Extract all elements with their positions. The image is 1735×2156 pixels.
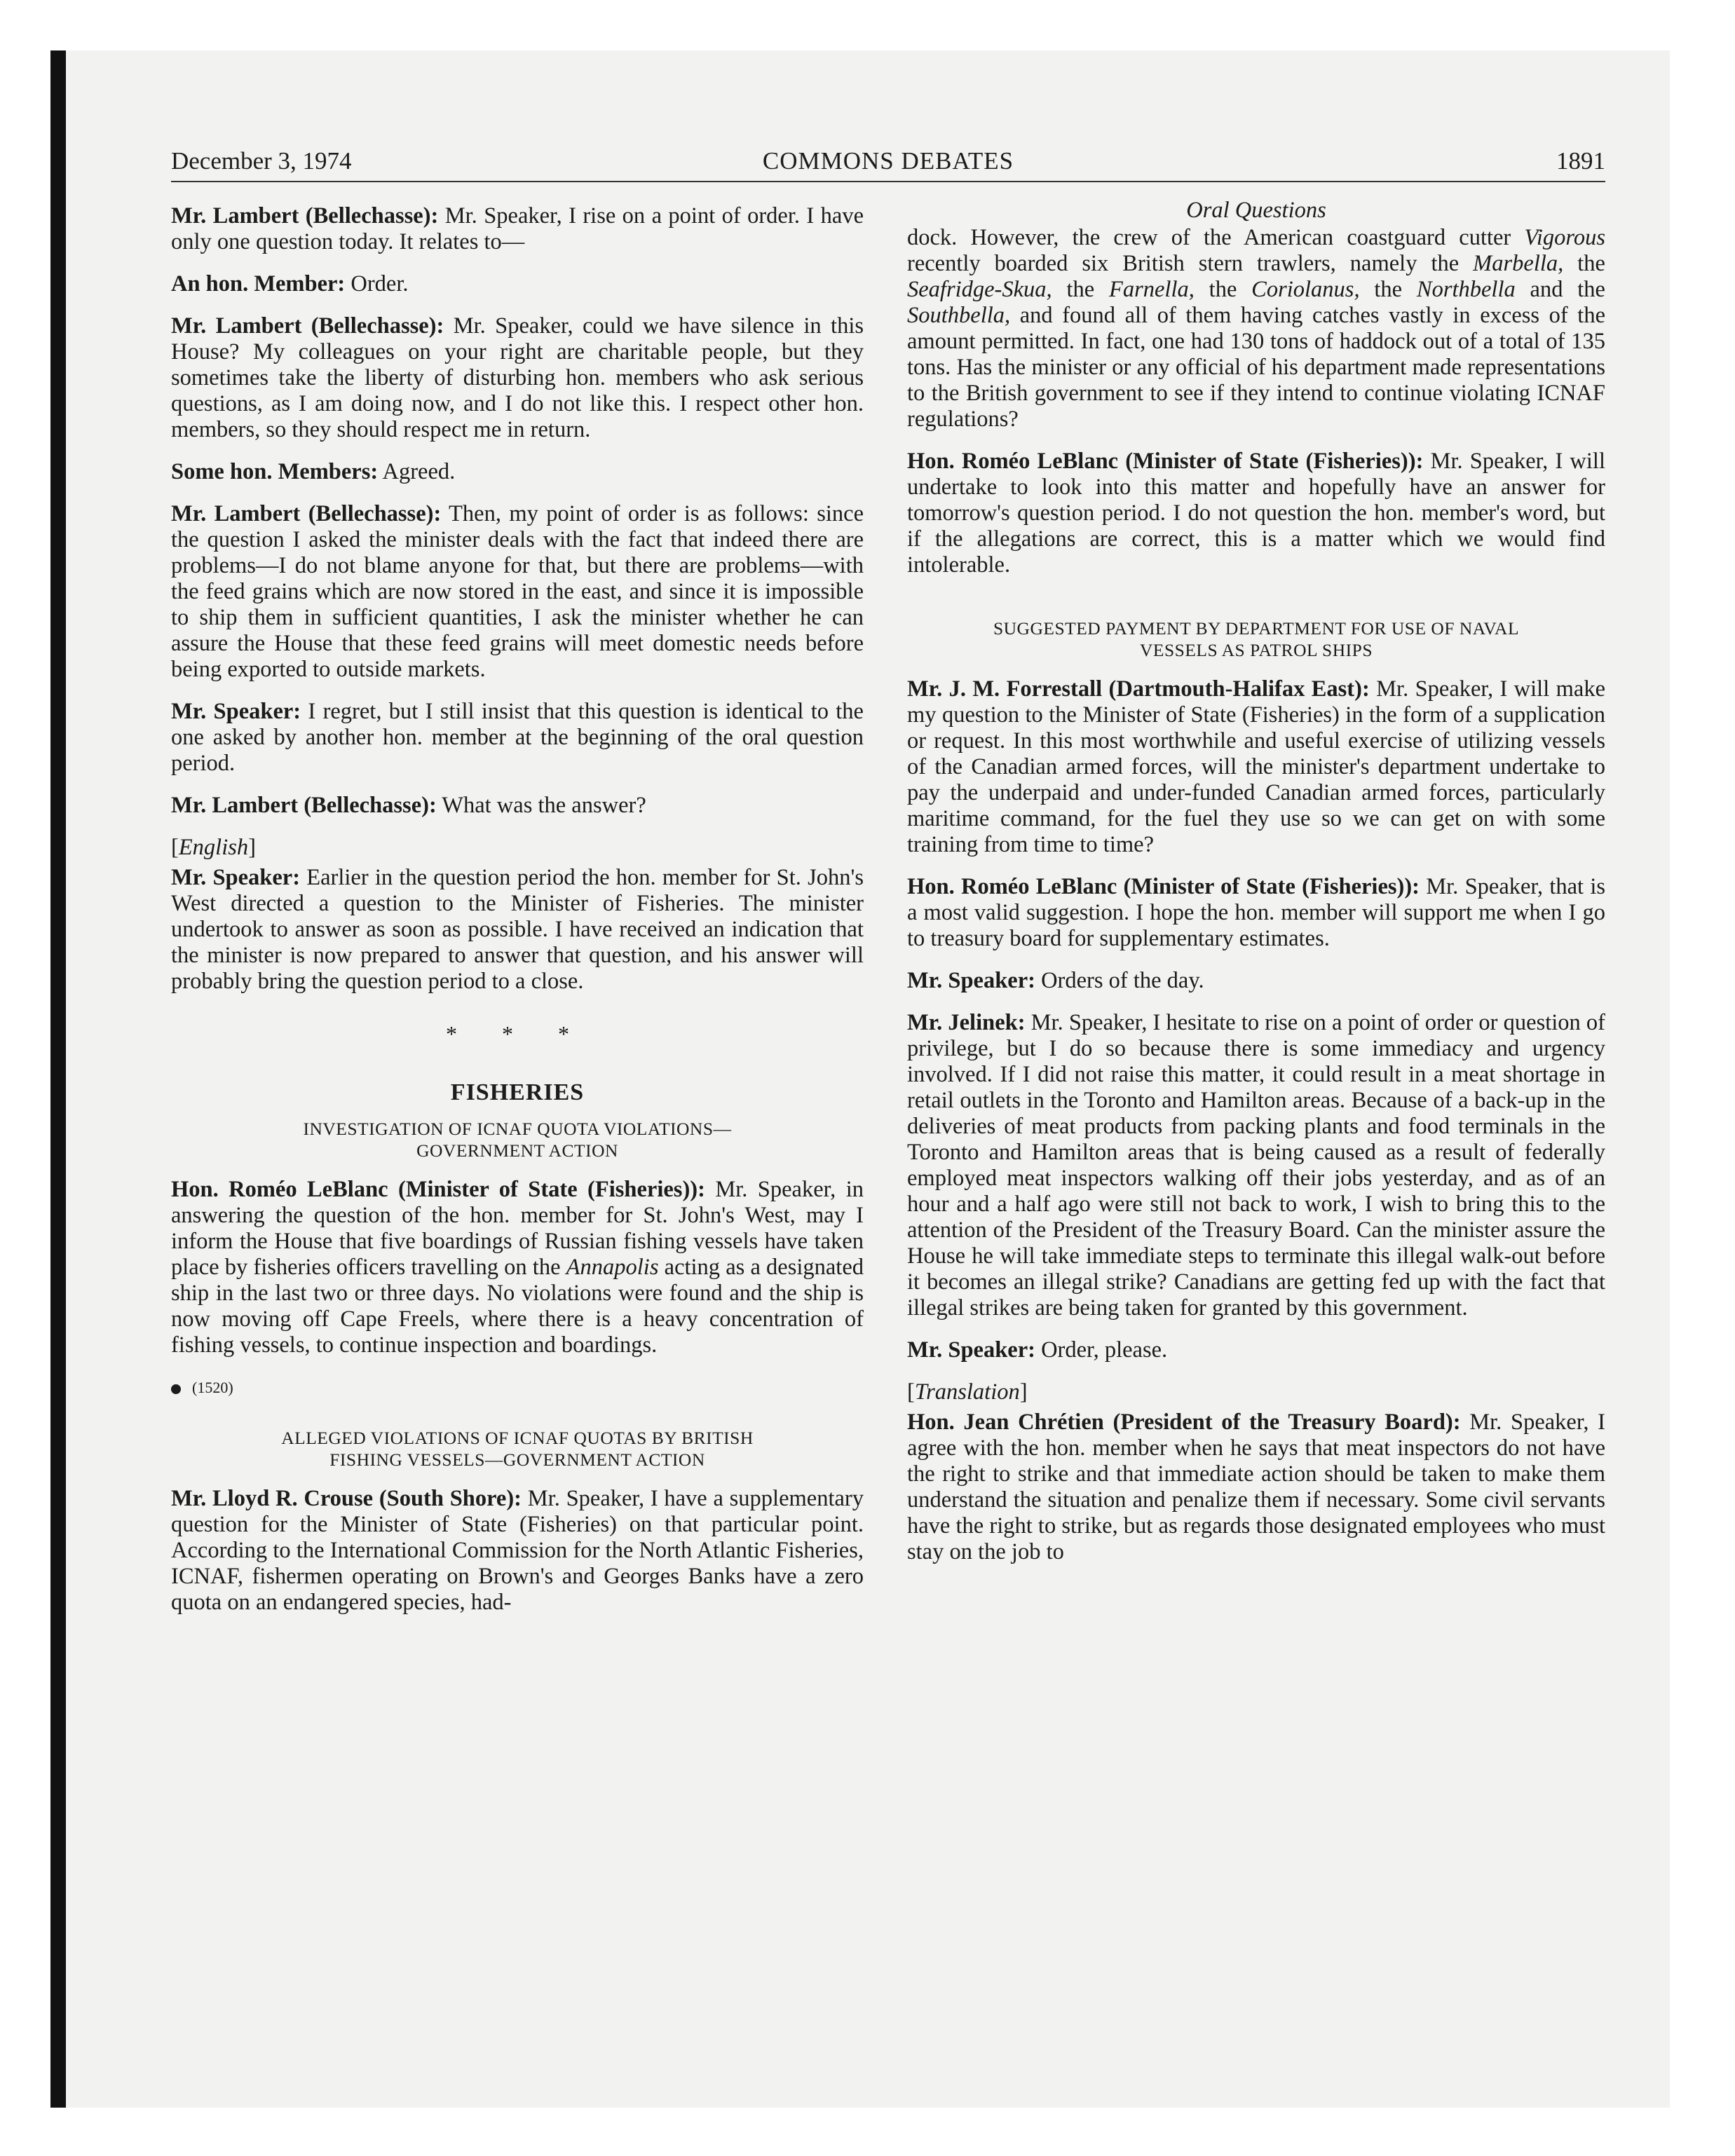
speaker-name: Mr. J. M. Forrestall (Dartmouth-Halifax East):: [907, 676, 1370, 702]
bullet-icon: [171, 1384, 181, 1394]
subheading-line: SUGGESTED PAYMENT BY DEPARTMENT FOR USE OF NAVAL: [993, 618, 1520, 639]
subheading-line: FISHING VESSELS—GOVERNMENT ACTION: [329, 1449, 705, 1470]
speaker-name: Mr. Speaker:: [171, 699, 301, 724]
paragraph: [907, 1010, 1605, 1321]
paragraph-text: the: [1052, 277, 1109, 302]
paragraph: [171, 793, 864, 819]
paragraph-text: Orders of the day.: [1035, 968, 1204, 993]
speaker-name: An hon. Member:: [171, 271, 346, 296]
speaker-name: Mr. Speaker:: [907, 1337, 1035, 1363]
language-note: [Translation]: [907, 1379, 1028, 1405]
subheading: [171, 1118, 864, 1161]
paragraph-text: Mr. Speaker, that is a most valid suggestion. I hope the hon. member will support me when I go to treasury board for supplementary estimates.: [907, 874, 1605, 951]
speaker-name: Hon. Roméo LeBlanc (Minister of State (Fisheries)):: [907, 874, 1420, 899]
paragraph-text: acting as a designated ship in the last two or three days. No violations were found and the ship is now moving off Cape Freels, where there is a heavy concentration of fishing vessels, to continue inspection and boardings.: [171, 1255, 864, 1358]
paragraph-text: and the: [1515, 277, 1605, 302]
paragraph-text: the: [1563, 251, 1605, 276]
paragraph: [171, 865, 864, 995]
speaker-name: Mr. Lambert (Bellechasse):: [171, 203, 439, 228]
paragraph-text: and found all of them having catches vastly in excess of the amount permitted. In fact, one had 130 tons of haddock out of a total of 135 tons. Has the minister or any official of his department made representations to the British government to see if they intend to continue violating ICNAF regulations?: [907, 303, 1605, 432]
speaker-name: Mr. Speaker:: [171, 865, 301, 890]
paragraph: [907, 676, 1605, 858]
paragraph-text: Mr. Speaker, I will undertake to look into this matter and hopefully have an answer for tomorrow's question period. I do not question the hon. member's word, but if the allegations are correct, this is a matter which we would find intolerable.: [907, 449, 1605, 578]
paragraph-text: Then, my point of order is as follows: since the question I asked the minister deals with the fact that indeed there are problems—I do not blame anyone for that, but there are problems—with the feed grains which are now stored in the east, and since it is impossible to ship them in sufficient quantities, I ask the minister whether he can assure the House that these feed grains will meet domestic needs before being exported to outside markets.: [171, 501, 864, 682]
paragraph: [171, 699, 864, 777]
paragraph-text: Mr. Speaker, I will make my question to the Minister of State (Fisheries) in the form of a supplication or request. In this most worthwhile and useful exercise of utilizing vessels of the Canadian armed forces, will the minister's department undertake to pay the underpaid and under-funded Canadian armed forces, particularly maritime command, for the fuel they use so we can get on with some training from time to time?: [907, 676, 1605, 857]
paragraph: [171, 1486, 864, 1616]
ship-name: Annapolis: [566, 1255, 659, 1280]
paragraph-text: Mr. Speaker, I have a supplementary question for the Minister of State (Fisheries) on that particular point. According to the International Commission for the North Atlantic Fisheries, ICNAF, fishermen operating on Brown's and Georges Banks have a zero quota on an endangered species, had-: [171, 1486, 864, 1615]
timestamp-text: (1520): [192, 1379, 233, 1396]
speaker-name: Some hon. Members:: [171, 459, 379, 484]
left-column: [171, 203, 864, 1632]
language-note-text: English: [178, 835, 249, 860]
speaker-name: Mr. Lambert (Bellechasse):: [171, 793, 437, 818]
ship-name: Southbella,: [907, 303, 1011, 328]
paragraph-text: Agreed.: [378, 459, 456, 484]
paragraph-text: Order.: [345, 271, 409, 296]
speaker-name: Mr. Speaker:: [907, 968, 1035, 993]
paragraph: [907, 225, 1605, 432]
paragraph-text: Earlier in the question period the hon. member for St. John's West directed a question to the Minister of Fisheries. The minister undertook to answer as soon as possible. I have received an indication that the minister is now prepared to answer that question, and his answer will probably bring the question period to a close.: [171, 865, 864, 994]
speaker-name: Mr. Lambert (Bellechasse):: [171, 313, 444, 339]
paragraph-text: Mr. Speaker, I agree with the hon. member when he says that meat inspectors do not have the right to strike and that immediate action should be taken to make them understand the situation and penalize them if necessary. Some civil servants have the right to strike, but as regards those designated employees who must stay on the job to: [907, 1410, 1605, 1564]
subheading-line: VESSELS AS PATROL SHIPS: [1139, 640, 1373, 660]
section-separator-stars: * * *: [446, 1021, 589, 1046]
page-header: [171, 146, 1605, 182]
paragraph: [171, 1177, 864, 1358]
speaker-name: Mr. Lloyd R. Crouse (South Shore):: [171, 1486, 522, 1511]
paragraph-text: the: [1359, 277, 1417, 302]
language-note-text: Translation: [914, 1379, 1020, 1405]
header-title: COMMONS DEBATES: [762, 147, 1014, 175]
paragraph: [171, 271, 864, 297]
language-note: [English]: [171, 835, 256, 860]
paragraph-text: Mr. Speaker, in answering the question of the hon. member for St. John's West, may I inform the House that five boardings of Russian fishing vessels have taken place by fisheries officers travelling on the: [171, 1177, 864, 1280]
subheading: [171, 1427, 864, 1471]
ship-name: Marbella,: [1473, 251, 1564, 276]
paragraph-text: dock. However, the crew of the American coastguard cutter: [907, 225, 1525, 250]
subheading: [907, 618, 1605, 661]
ship-name: Seafridge-Skua,: [907, 277, 1052, 302]
header-page-number: 1891: [1556, 147, 1605, 175]
header-date: December 3, 1974: [171, 147, 352, 175]
running-head: Oral Questions: [1186, 198, 1326, 223]
paragraph: [171, 313, 864, 443]
ship-name: Farnella,: [1109, 277, 1195, 302]
paragraph: [907, 449, 1605, 578]
right-column: [907, 198, 1605, 1581]
section-title: FISHERIES: [450, 1079, 585, 1105]
paragraph-text: Mr. Speaker, I hesitate to rise on a point of order or question of privilege, but I do so because there is some immediacy and urgency involved. If I did not raise this matter, it could result in a meat shortage in retail outlets in the Toronto and Hamilton areas. Because of a back-up in the deliveries of meat products from packing plants and food terminals in the Toronto and Hamilton areas that is being caused as a result of federally employed meat inspectors walking off their jobs yesterday, and as of an hour and a half ago were still not back to work, I wish to bring this to the attention of the President of the Treasury Board. Can the minister assure the House he will take immediate steps to terminate this illegal walk-out before it becomes an illegal strike? Canadians are getting fed up with the fact that illegal strikes are being taken for granted by this government.: [907, 1010, 1605, 1321]
subheading-line: INVESTIGATION OF ICNAF QUOTA VIOLATIONS—: [303, 1119, 732, 1139]
paragraph-text: Order, please.: [1035, 1337, 1168, 1363]
paragraph: [171, 501, 864, 683]
speaker-name: Hon. Roméo LeBlanc (Minister of State (Fisheries)):: [907, 449, 1424, 474]
paragraph: [171, 203, 864, 255]
speaker-name: Hon. Jean Chrétien (President of the Treasury Board):: [907, 1410, 1461, 1435]
ship-name: Vigorous: [1524, 225, 1605, 250]
paragraph-text: recently boarded six British stern trawlers, namely the: [907, 251, 1474, 276]
speaker-name: Mr. Lambert (Bellechasse):: [171, 501, 442, 526]
speaker-name: Mr. Jelinek:: [907, 1010, 1026, 1035]
paragraph-text: Mr. Speaker, could we have silence in this House? My colleagues on your right are charitable people, but they sometimes take the liberty of disturbing hon. members who ask serious questions, as I am doing now, and I do not like this. I respect other hon. members, so they should respect me in return.: [171, 313, 864, 442]
ship-name: Northbella: [1416, 277, 1516, 302]
paragraph: [907, 968, 1605, 994]
scan-spine-edge: [50, 50, 66, 2108]
subheading-line: ALLEGED VIOLATIONS OF ICNAF QUOTAS BY BRITISH: [281, 1428, 754, 1448]
paragraph: [907, 874, 1605, 952]
subheading-line: GOVERNMENT ACTION: [416, 1140, 618, 1161]
timestamp: [171, 1374, 864, 1400]
paragraph: [907, 1337, 1605, 1363]
speaker-name: Hon. Roméo LeBlanc (Minister of State (Fisheries)):: [171, 1177, 705, 1202]
paragraph: [907, 1410, 1605, 1565]
paragraph-text: What was the answer?: [436, 793, 646, 818]
ship-name: Coriolanus,: [1251, 277, 1360, 302]
paragraph: [171, 459, 864, 485]
paragraph-text: I regret, but I still insist that this question is identical to the one asked by another hon. member at the beginning of the oral question period.: [171, 699, 864, 776]
paragraph-text: Mr. Speaker, I rise on a point of order. I have only one question today. It relates to—: [171, 203, 864, 254]
paragraph-text: the: [1194, 277, 1252, 302]
